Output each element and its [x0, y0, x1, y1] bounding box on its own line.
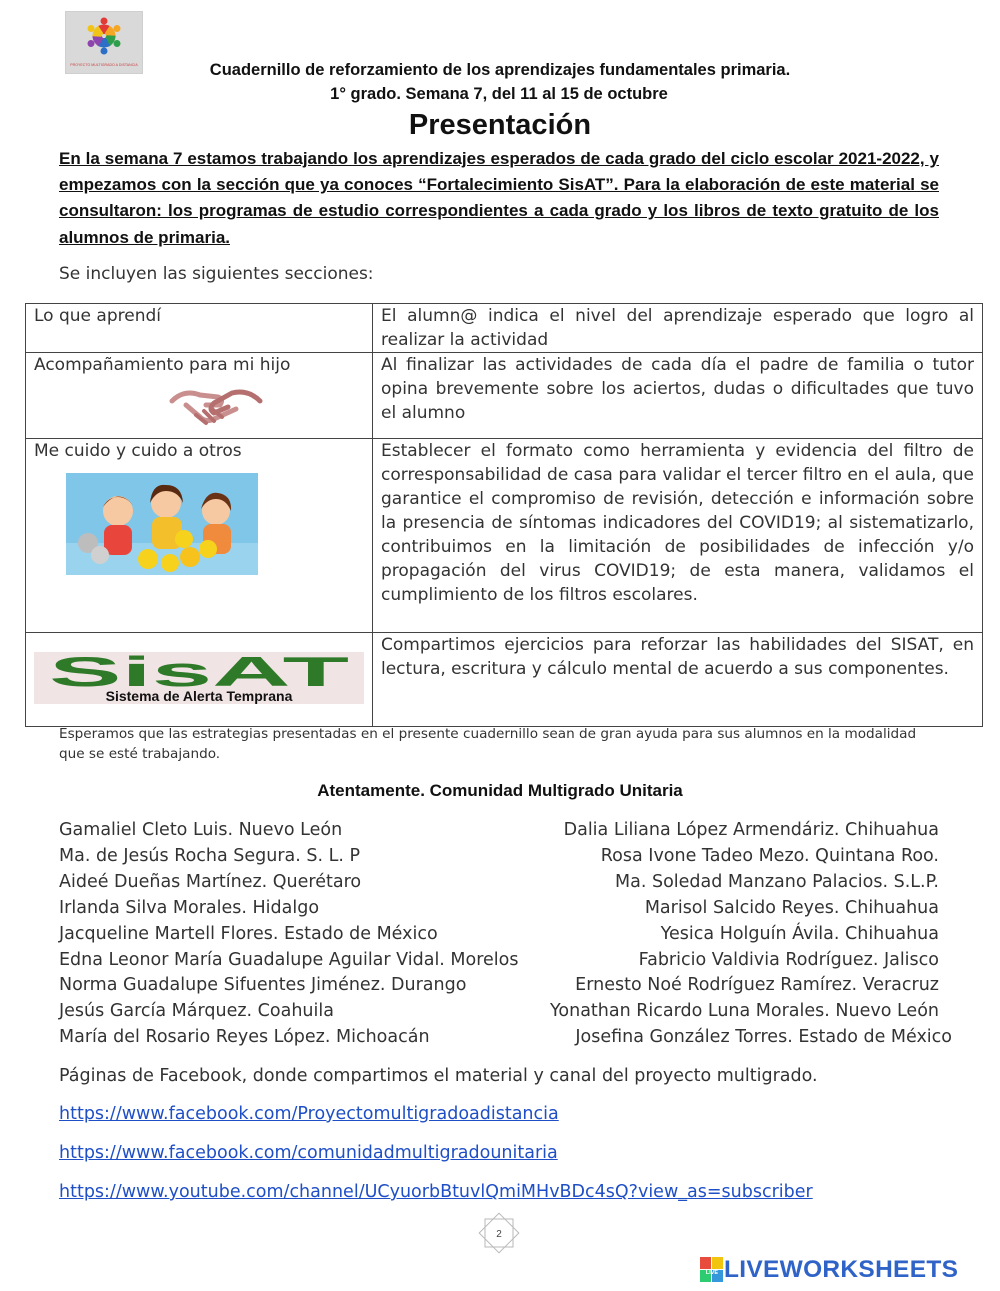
section-description: Compartimos ejercicios para reforzar las habilidades del SISAT, en lectura, escritura y cálculo mental de acuerdo a sus componentes.: [381, 635, 974, 679]
sections-table: [25, 303, 983, 727]
author-name: Fabricio Valdivia Rodríguez. Jalisco: [638, 949, 939, 970]
table-row: [26, 633, 983, 727]
liveworksheets-logo-icon: [700, 1257, 724, 1283]
author-name: Ma. de Jesús Rocha Segura. S. L. P: [59, 845, 361, 866]
youtube-channel-link[interactable]: https://www.youtube.com/channel/UCyuorbBtuvlQmiMHvBDc4sQ?view_as=subscriber: [59, 1182, 813, 1202]
author-name: Ma. Soledad Manzano Palacios. S.L.P.: [615, 871, 939, 892]
author-name: Gamaliel Cleto Luis. Nuevo León: [59, 820, 343, 840]
author-name: Rosa Ivone Tadeo Mezo. Quintana Roo.: [600, 845, 939, 866]
table-row: [26, 439, 983, 633]
authors-right-column: [550, 818, 952, 1051]
section-description: Establecer el formato como herramienta y evidencia del filtro de corresponsabilidad de casa para validar el tercer filtro en el aula, que garantice el compromiso de revisión, detección e información sobre la presencia de síntomas indicadores del COVID19; al sistematizarlo, contribuimos en la limitación de posibilidades de infección y/o propagación del virus COVID19; de esta manera, validamos el cumplimiento de los filtros escolares.: [381, 441, 974, 605]
authors-left-column: [59, 818, 519, 1051]
page-title: Presentación: [408, 109, 592, 141]
author-name: Marisol Salcido Reyes. Chihuahua: [644, 897, 939, 918]
section-description: Al finalizar las actividades de cada día el padre de familia o tutor opina brevemente sobre los aciertos, dudas o dificultades que tuvo el alumno: [381, 355, 974, 423]
author-name: Jesús García Márquez. Coahuila: [59, 1001, 334, 1022]
author-name: Yonathan Ricardo Luna Morales. Nuevo León: [550, 1001, 939, 1022]
author-name: María del Rosario Reyes López. Michoacán: [59, 1027, 430, 1048]
table-row: [26, 304, 983, 353]
section-name: Me cuido y cuido a otros: [34, 441, 242, 461]
table-row: [26, 353, 983, 439]
page-number-ornament: [476, 1210, 522, 1256]
section-name: Lo que aprendí: [34, 306, 161, 326]
facebook-pages-text: Páginas de Facebook, donde compartimos el material y canal del proyecto multigrado.: [59, 1066, 818, 1086]
author-name: Yesica Holguín Ávila. Chihuahua: [660, 923, 939, 944]
page-number: 2: [496, 1229, 502, 1240]
facebook-link-proyecto[interactable]: https://www.facebook.com/Proyectomultigradoadistancia: [59, 1104, 559, 1124]
author-name: Edna Leonor María Guadalupe Aguilar Vidal. Morelos: [59, 949, 519, 970]
section-name: Acompañamiento para mi hijo: [34, 355, 291, 375]
liveworksheets-wordmark: LIVEWORKSHEETS: [724, 1256, 959, 1283]
logo-caption: PROYECTO MULTIGRADO A DISTANCIA: [70, 63, 138, 67]
author-name: Jacqueline Martell Flores. Estado de México: [59, 923, 438, 944]
liveworksheets-brand: [700, 1257, 958, 1283]
section-description: El alumn@ indica el nivel del aprendizaje esperado que logro al realizar la actividad: [381, 306, 974, 350]
facebook-link-comunidad[interactable]: https://www.facebook.com/comunidadmultigradounitaria: [59, 1143, 558, 1163]
children-emotions-illustration: [66, 473, 258, 575]
author-name: Ernesto Noé Rodríguez Ramírez. Veracruz: [575, 975, 939, 996]
document-heading-line2: 1° grado. Semana 7, del 11 al 15 de octubre: [330, 85, 668, 103]
author-name: Irlanda Silva Morales. Hidalgo: [59, 897, 320, 918]
sisat-logo: [34, 652, 364, 704]
author-name: Josefina González Torres. Estado de México: [575, 1027, 952, 1048]
handshake-icon: [166, 379, 266, 429]
author-name: Aideé Dueñas Martínez. Querétaro: [59, 871, 362, 892]
author-name: Norma Guadalupe Sifuentes Jiménez. Durango: [59, 975, 467, 996]
signoff: Atentamente. Comunidad Multigrado Unitaria: [317, 781, 683, 800]
sections-label: Se incluyen las siguientes secciones:: [59, 264, 374, 284]
author-name: Dalia Liliana López Armendáriz. Chihuahua: [563, 820, 939, 840]
document-heading-line1: Cuadernillo de reforzamiento de los aprendizajes fundamentales primaria.: [209, 61, 791, 79]
sisat-logo-subtitle: Sistema de Alerta Temprana: [105, 688, 293, 704]
logo-letters: LIVE: [705, 1270, 719, 1276]
sisat-logo-title: SisAT: [49, 652, 350, 695]
closing-paragraph: Esperamos que las estrategias presentadas en el presente cuadernillo sean de gran ayuda para sus alumnos en la modalidad que se esté trabajando.: [59, 726, 917, 762]
intro-paragraph: En la semana 7 estamos trabajando los aprendizajes esperados de cada grado del ciclo escolar 2021-2022, y empezamos con la sección que ya conoces “Fortalecimiento SisAT”. Para la elaboración de este material se consultaron: los programas de estudio correspondientes a cada grado y los libros de texto gratuito de los alumnos de primaria.: [59, 149, 939, 247]
